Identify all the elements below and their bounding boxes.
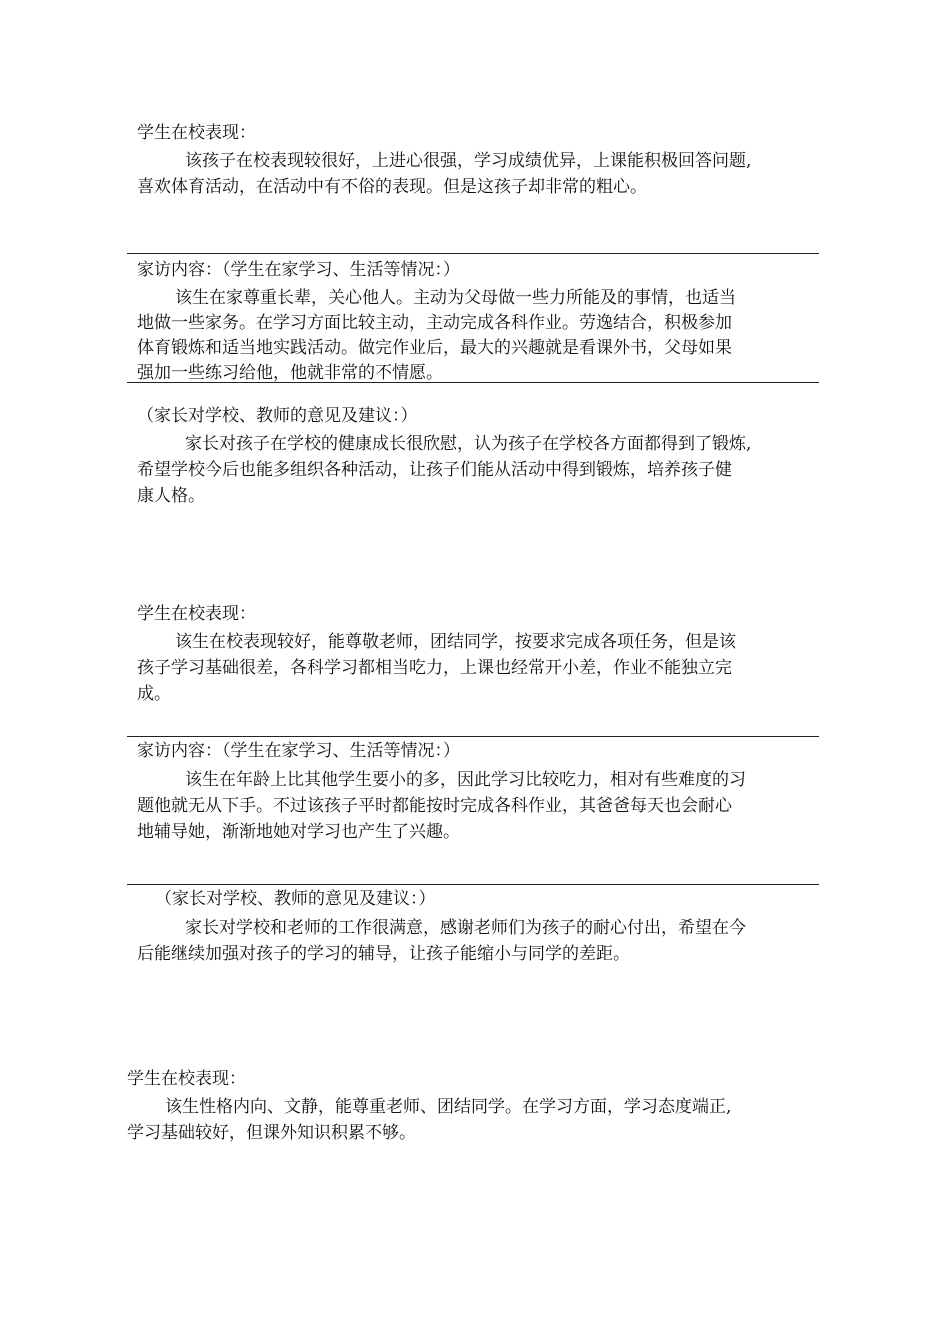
- school-performance-heading: 学生在校表现：: [137, 604, 256, 624]
- school-performance-text: 学习基础较好，但课外知识积累不够。: [127, 1123, 416, 1143]
- home-visit-text: 地做一些家务。在学习方面比较主动，主动完成各科作业。劳逸结合，积极参加: [137, 313, 732, 333]
- divider-line: [127, 736, 819, 737]
- divider-line: [127, 884, 819, 885]
- school-performance-text: 该生性格内向、文静，能尊重老师、团结同学。在学习方面，学习态度端正,: [165, 1097, 732, 1117]
- parent-opinion-text: 后能继续加强对孩子的学习的辅导，让孩子能缩小与同学的差距。: [137, 944, 630, 964]
- home-visit-text: 题他就无从下手。不过该孩子平时都能按时完成各科作业，其爸爸每天也会耐心: [137, 796, 732, 816]
- divider-line: [127, 253, 819, 254]
- parent-opinion-heading: （家长对学校、教师的意见及建议：）: [155, 889, 436, 909]
- home-visit-heading: 家访内容：（学生在家学习、生活等情况：）: [137, 741, 460, 761]
- parent-opinion-text: 康人格。: [137, 486, 205, 506]
- school-performance-text: 成。: [137, 684, 171, 704]
- school-performance-text: 该孩子在校表现较很好，上进心很强，学习成绩优异，上课能积极回答问题,: [185, 151, 752, 171]
- school-performance-text: 孩子学习基础很差，各科学习都相当吃力，上课也经常开小差，作业不能独立完: [137, 658, 732, 678]
- school-performance-text: 喜欢体育活动，在活动中有不俗的表现。但是这孩子却非常的粗心。: [137, 177, 647, 197]
- parent-opinion-heading: （家长对学校、教师的意见及建议：）: [137, 406, 418, 426]
- home-visit-heading: 家访内容：（学生在家学习、生活等情况：）: [137, 260, 460, 280]
- home-visit-text: 强加一些练习给他，他就非常的不情愿。: [137, 363, 443, 383]
- parent-opinion-text: 家长对学校和老师的工作很满意，感谢老师们为孩子的耐心付出，希望在今: [185, 918, 746, 938]
- home-visit-text: 体育锻炼和适当地实践活动。做完作业后，最大的兴趣就是看课外书，父母如果: [137, 338, 732, 358]
- divider-line: [127, 382, 819, 383]
- parent-opinion-text: 家长对孩子在学校的健康成长很欣慰，认为孩子在学校各方面都得到了锻炼,: [185, 434, 752, 454]
- home-visit-text: 地辅导她，渐渐地她对学习也产生了兴趣。: [137, 822, 460, 842]
- school-performance-text: 该生在校表现较好，能尊敬老师，团结同学，按要求完成各项任务，但是该: [175, 632, 736, 652]
- school-performance-heading: 学生在校表现：: [127, 1069, 246, 1089]
- home-visit-text: 该生在家尊重长辈，关心他人。主动为父母做一些力所能及的事情，也适当: [175, 288, 736, 308]
- home-visit-text: 该生在年龄上比其他学生要小的多，因此学习比较吃力，相对有些难度的习: [185, 770, 746, 790]
- parent-opinion-text: 希望学校今后也能多组织各种活动，让孩子们能从活动中得到锻炼，培养孩子健: [137, 460, 732, 480]
- school-performance-heading: 学生在校表现：: [137, 123, 256, 143]
